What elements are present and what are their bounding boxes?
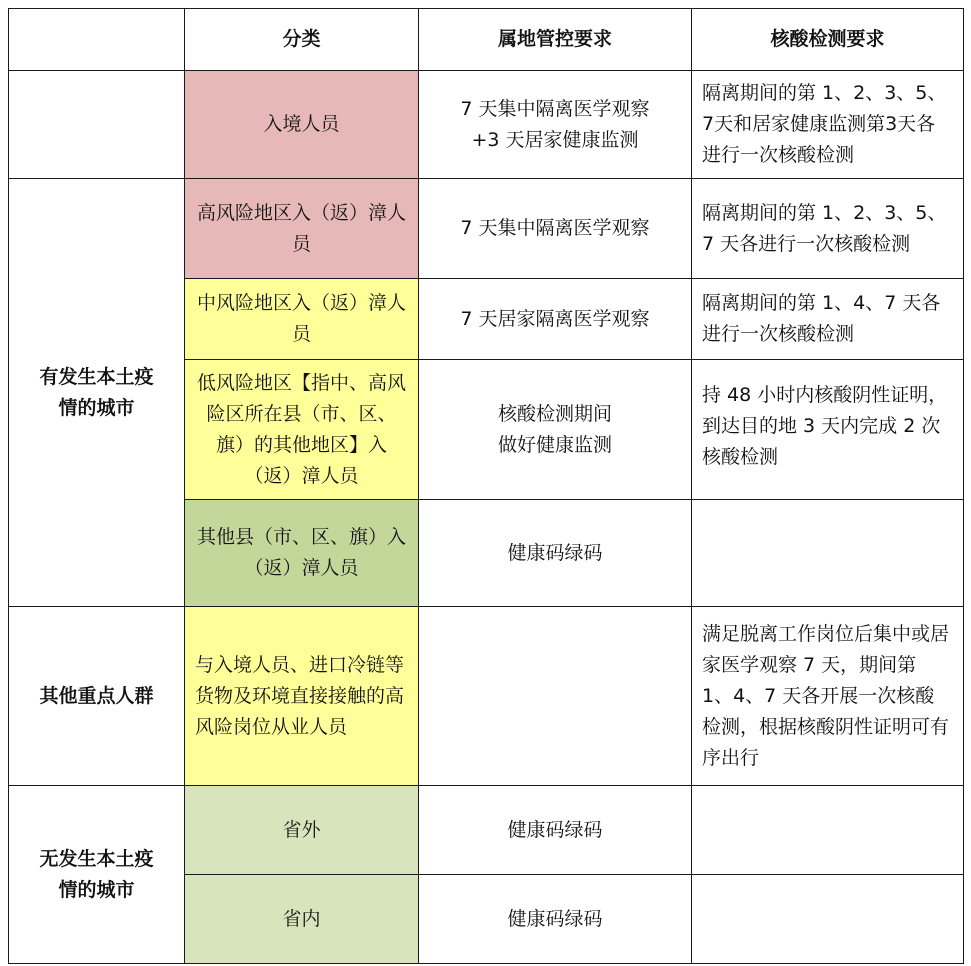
group-line: 情的城市 [58,396,135,419]
test-cell: 满足脱离工作岗位后集中或居家医学观察 7 天，期间第 1、4、7 天各开展一次核酸检测，根据核酸阴性证明可有序出行 [692,607,964,786]
control-cell: 健康码绿码 [419,875,692,964]
header-category: 分类 [185,9,419,71]
control-line: 做好健康监测 [497,433,612,456]
category-cell: 其他县（市、区、旗）入（返）漳人员 [185,500,419,607]
control-cell [419,360,692,500]
group-line: 有发生本土疫 [39,365,154,388]
category-cell: 高风险地区入（返）漳人员 [185,179,419,279]
test-cell: 隔离期间的第 1、2、3、5、7天和居家健康监测第3天各进行一次核酸检测 [692,71,964,179]
test-cell [692,875,964,964]
table-row [9,71,964,179]
control-cell [419,607,692,786]
table-row [9,607,964,786]
category-cell: 中风险地区入（返）漳人员 [185,279,419,360]
group-line: 情的城市 [58,878,135,901]
table-row [9,179,964,279]
test-cell: 持 48 小时内核酸阴性证明，到达目的地 3 天内完成 2 次核酸检测 [692,360,964,500]
control-cell [419,71,692,179]
category-cell: 省内 [185,875,419,964]
group-cell-other-key: 其他重点人群 [9,607,185,786]
test-cell [692,786,964,875]
policy-table [8,8,964,964]
category-cell: 低风险地区【指中、高风险区所在县（市、区、旗）的其他地区】入（返）漳人员 [185,360,419,500]
control-cell: 7 天集中隔离医学观察 [419,179,692,279]
group-line: 无发生本土疫 [39,847,154,870]
group-cell-inbound [9,71,185,179]
control-cell: 健康码绿码 [419,786,692,875]
group-cell-local-outbreak [9,179,185,607]
control-line: 核酸检测期间 [497,402,612,425]
test-cell: 隔离期间的第 1、2、3、5、7 天各进行一次核酸检测 [692,179,964,279]
header-group [9,9,185,71]
control-cell: 健康码绿码 [419,500,692,607]
test-cell: 隔离期间的第 1、4、7 天各进行一次核酸检测 [692,279,964,360]
control-cell: 7 天居家隔离医学观察 [419,279,692,360]
category-cell: 入境人员 [185,71,419,179]
header-row [9,9,964,71]
group-cell-no-outbreak [9,786,185,964]
control-line: +3 天居家健康监测 [471,128,639,151]
category-cell: 省外 [185,786,419,875]
control-line: 7 天集中隔离医学观察 [460,97,650,120]
table-row [9,786,964,875]
category-cell: 与入境人员、进口冷链等货物及环境直接接触的高风险岗位从业人员 [185,607,419,786]
test-cell [692,500,964,607]
header-test: 核酸检测要求 [692,9,964,71]
header-control: 属地管控要求 [419,9,692,71]
